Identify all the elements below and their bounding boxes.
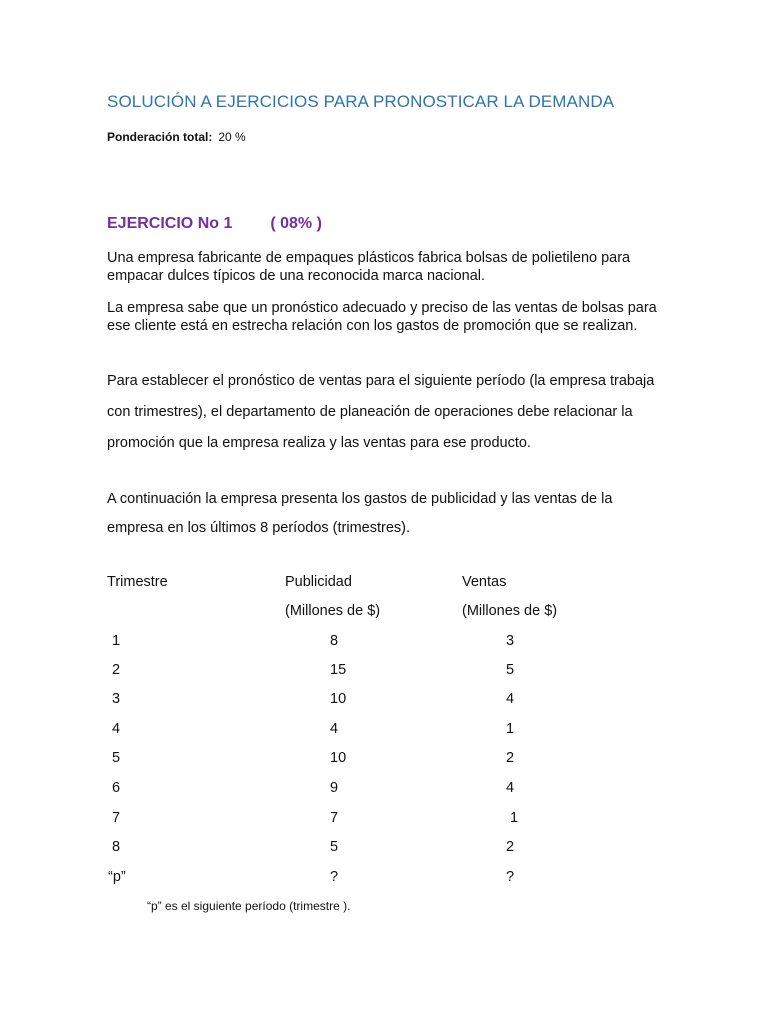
cell-quarter: 7	[112, 810, 121, 826]
table-row	[0, 869, 768, 898]
cell-advertising: 7	[330, 810, 339, 826]
cell-sales: 3	[506, 633, 515, 649]
table-row	[0, 633, 768, 662]
paragraph-3: Para establecer el pronóstico de ventas para el siguiente período (la empresa trabaja con trimestres), el departamento de planeación de operaciones debe relacionar la promoción que la empresa realiza y las ventas para ese producto.	[107, 373, 655, 451]
total-weight-label: Ponderación total:	[107, 130, 213, 144]
cell-quarter: 5	[112, 750, 121, 766]
header-advertising: Publicidad	[285, 574, 352, 590]
cell-quarter: 3	[112, 691, 121, 707]
table-row	[0, 810, 768, 839]
cell-quarter: 4	[112, 721, 121, 737]
cell-sales: 1	[510, 810, 519, 826]
cell-quarter: 1	[112, 633, 121, 649]
cell-sales: 4	[506, 691, 515, 707]
header-sales: Ventas	[462, 574, 507, 590]
cell-quarter: 8	[112, 839, 121, 855]
cell-sales: 1	[506, 721, 515, 737]
paragraph-1: Una empresa fabricante de empaques plásticos fabrica bolsas de polietileno para empacar dulces típicos de una reconocida marca nacional.	[107, 250, 631, 284]
cell-quarter: 6	[112, 780, 121, 796]
table-row	[0, 691, 768, 720]
total-weight	[107, 130, 246, 144]
exercise-percent: ( 08% )	[270, 215, 322, 232]
table-row	[0, 780, 768, 809]
cell-advertising: 4	[330, 721, 339, 737]
table-row	[0, 721, 768, 750]
header-quarter: Trimestre	[107, 574, 168, 590]
cell-sales: 4	[506, 780, 515, 796]
cell-advertising: 10	[330, 750, 347, 766]
table-row	[0, 839, 768, 868]
table-row	[0, 662, 768, 691]
document-title: SOLUCIÓN A EJERCICIOS PARA PRONOSTICAR LA DEMANDA	[107, 92, 615, 111]
subheader-sales-units: (Millones de $)	[462, 603, 558, 619]
cell-advertising: 15	[330, 662, 347, 678]
cell-advertising: 10	[330, 691, 347, 707]
exercise-title: EJERCICIO No 1	[107, 215, 233, 232]
cell-quarter: “p”	[108, 869, 126, 885]
cell-sales: ?	[506, 869, 515, 885]
total-weight-value: 20 %	[218, 130, 246, 144]
table-footnote: “p” es el siguiente período (trimestre ).	[147, 899, 351, 913]
cell-advertising: ?	[330, 869, 339, 885]
cell-sales: 2	[506, 839, 515, 855]
table-row	[0, 750, 768, 779]
cell-sales: 2	[506, 750, 515, 766]
cell-sales: 5	[506, 662, 515, 678]
cell-advertising: 9	[330, 780, 339, 796]
paragraph-4: A continuación la empresa presenta los gastos de publicidad y las ventas de la empresa en los últimos 8 períodos (trimestres).	[107, 491, 613, 536]
cell-advertising: 5	[330, 839, 339, 855]
cell-advertising: 8	[330, 633, 339, 649]
cell-quarter: 2	[112, 662, 121, 678]
exercise-heading	[107, 215, 322, 233]
paragraph-2: La empresa sabe que un pronóstico adecuado y preciso de las ventas de bolsas para ese cliente está en estrecha relación con los gastos de promoción que se realizan.	[107, 300, 657, 334]
subheader-advertising-units: (Millones de $)	[285, 603, 381, 619]
